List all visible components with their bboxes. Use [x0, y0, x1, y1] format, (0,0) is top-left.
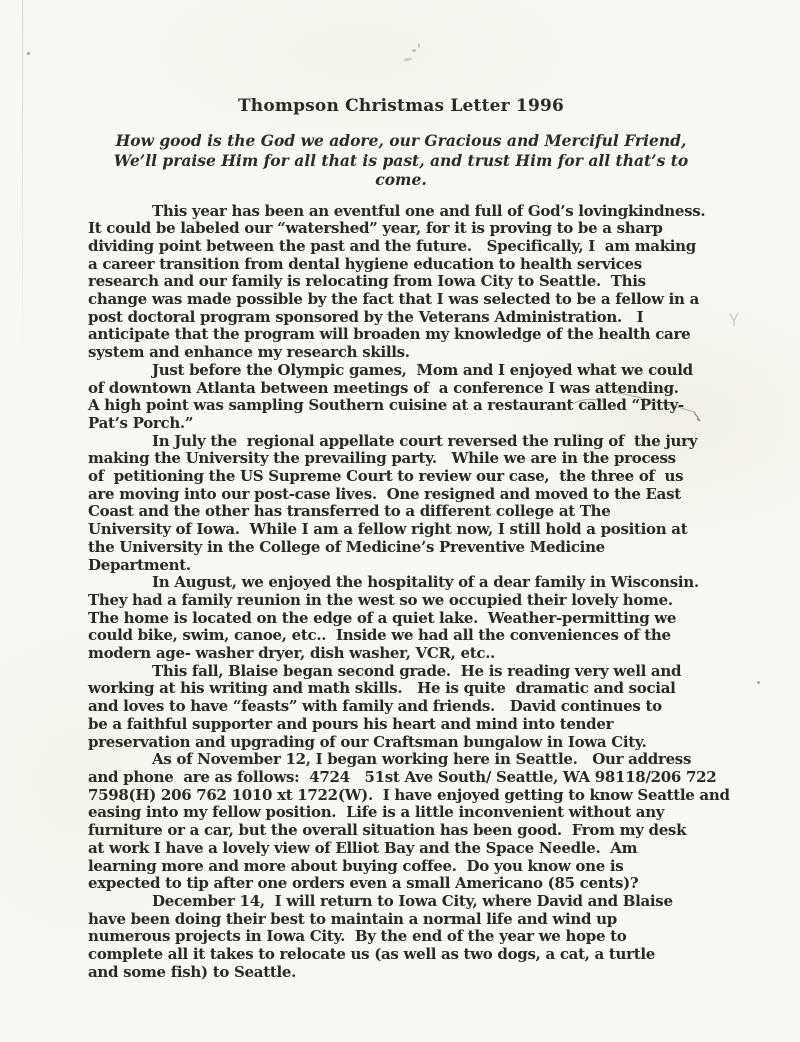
paragraph	[88, 203, 714, 362]
text-line: This year has been an eventful one and full of God’s lovingkindness.	[152, 201, 706, 220]
paragraph	[88, 574, 714, 663]
paragraph	[88, 362, 714, 433]
epigraph	[88, 131, 714, 190]
text-line: Just before the Olympic games, Mom and I enjoyed what we could	[152, 360, 693, 379]
text-line: have been doing their best to maintain a normal life and wind up	[88, 909, 617, 928]
text-line: easing into my fellow position. Life is a little inconvenient without any	[88, 803, 665, 822]
text-line: numerous projects in Iowa City. By the end of the year we hope to	[88, 927, 627, 946]
text-line: learning more and more about buying coffee. Do you know one is	[88, 856, 624, 875]
text-line: and phone are as follows: 4724 51st Ave South/ Seattle, WA 98118/206 722	[88, 768, 717, 786]
text-line: at work I have a lovely view of Elliot Bay and the Space Needle. Am	[88, 838, 638, 857]
text-line: of petitioning the US Supreme Court to review our case, the three of us	[88, 467, 684, 486]
paragraph	[88, 893, 714, 982]
text-line: post doctoral program sponsored by the Veterans Administration. I	[88, 307, 644, 326]
text-line: This fall, Blaise began second grade. He is reading very well and	[152, 661, 682, 680]
scan-crease-line	[22, 0, 23, 360]
text-line: complete all it takes to relocate us (as well as two dogs, a cat, a turtle	[88, 945, 655, 964]
text-line: and loves to have “feasts” with family and friends. David continues to	[88, 697, 662, 716]
text-line: modern age- washer dryer, dish washer, VCR, etc..	[88, 644, 496, 663]
letter-body	[88, 201, 730, 982]
text-line: A high point was sampling Southern cuisine at a restaurant called “Pitty-	[88, 396, 684, 415]
text-line: furniture or a car, but the overall situation has been good. From my desk	[88, 821, 687, 840]
text-line: working at his writing and math skills. He is quite dramatic and social	[88, 679, 676, 698]
scan-speck	[757, 681, 760, 684]
text-line: anticipate that the program will broaden my knowledge of the health care	[88, 325, 691, 344]
text-line: a career transition from dental hygiene education to health services	[88, 254, 642, 273]
text-line: Pat’s Porch.”	[88, 413, 194, 432]
text-line: change was made possible by the fact that I was selected to be a fellow in a	[88, 290, 699, 309]
paragraph	[88, 663, 714, 752]
text-line: could bike, swim, canoe, etc.. Inside we had all the conveniences of the	[88, 626, 671, 645]
text-line: Coast and the other has transferred to a different college at The	[88, 502, 611, 521]
text-line: dividing point between the past and the future. Specifically, I am making	[88, 236, 696, 255]
pencil-tick-mark	[728, 312, 742, 328]
text-line: 7598(H) 206 762 1010 xt 1722(W). I have enjoyed getting to know Seattle and	[88, 785, 730, 804]
text-line: University of Iowa. While I am a fellow right now, I still hold a position at	[88, 520, 688, 539]
text-line: research and our family is relocating from Iowa City to Seattle. This	[88, 272, 646, 291]
text-line: preservation and upgrading of our Craftsman bungalow in Iowa City.	[88, 732, 647, 751]
text-line: It could be labeled our “watershed” year, for it is proving to be a sharp	[88, 219, 663, 238]
letter-title: Thompson Christmas Letter 1996	[237, 96, 565, 116]
text-line: expected to tip after one orders even a small Americano (85 cents)?	[88, 874, 639, 893]
text-line: In July the regional appellate court reversed the ruling of the jury	[152, 431, 698, 450]
text-line: are moving into our post-case lives. One resigned and moved to the East	[88, 484, 681, 503]
text-line: As of November 12, I began working here in Seattle. Our address	[152, 750, 692, 769]
text-line: They had a family reunion in the west so we occupied their lovely home.	[88, 590, 673, 609]
scan-speck	[27, 52, 30, 55]
text-line: December 14, I will return to Iowa City, where David and Blaise	[152, 891, 673, 910]
epigraph-line: We’ll praise Him for all that is past, and trust Him for all that’s to come.	[113, 150, 689, 189]
text-line: making the University the prevailing party. While we are in the process	[88, 449, 676, 468]
text-line: be a faithful supporter and pours his heart and mind into tender	[88, 714, 614, 733]
text-line: and some fish) to Seattle.	[88, 962, 297, 981]
epigraph-line: How good is the God we adore, our Gracious and Merciful Friend,	[115, 131, 687, 150]
paragraph	[88, 433, 714, 575]
text-line: the University in the College of Medicine’s Preventive Medicine	[88, 537, 605, 556]
text-line: system and enhance my research skills.	[88, 343, 410, 362]
letter-content	[88, 0, 730, 981]
text-line: The home is located on the edge of a quiet lake. Weather-permitting we	[88, 608, 677, 627]
text-line: of downtown Atlanta between meetings of a conference I was attending.	[88, 378, 679, 397]
text-line: In August, we enjoyed the hospitality of a dear family in Wisconsin.	[152, 573, 699, 592]
text-line: Department.	[88, 555, 191, 574]
paragraph	[88, 750, 730, 893]
